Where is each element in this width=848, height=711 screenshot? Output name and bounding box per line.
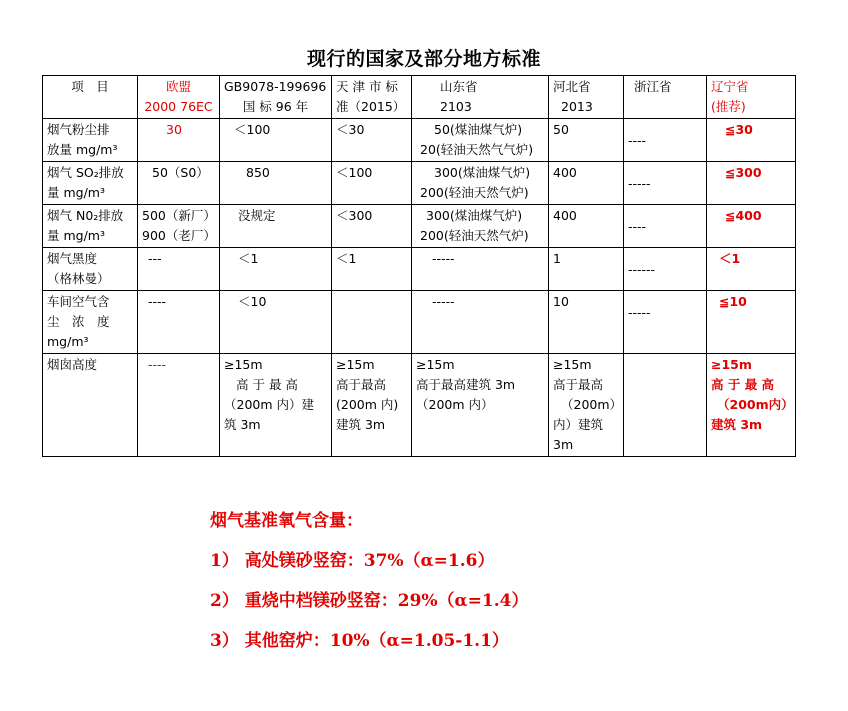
- table-row: [43, 205, 796, 248]
- cell-gb: [220, 248, 332, 291]
- cell-liaoning: [707, 162, 796, 205]
- cell-liaoning: [707, 205, 796, 248]
- cell-gb: [220, 119, 332, 162]
- header-tianjin: [332, 76, 412, 119]
- cell-zhejiang: [624, 291, 707, 354]
- cell-text: ----: [628, 133, 647, 148]
- cell-text: (200m 内): [336, 397, 399, 412]
- cell-text: ＜1: [336, 251, 357, 266]
- cell-text: 高于最高建筑 3m: [416, 377, 516, 392]
- item-text: 放量 mg/m³: [47, 142, 118, 157]
- cell-tianjin: [332, 205, 412, 248]
- cell-text: 50: [553, 122, 569, 137]
- item-cell: [43, 119, 138, 162]
- cell-text: 1: [553, 251, 561, 266]
- header-label: GB9078-199696: [224, 79, 327, 94]
- cell-tianjin: [332, 248, 412, 291]
- cell-text: 高于最高: [336, 377, 387, 392]
- cell-text: 3m: [553, 437, 574, 452]
- table-row: [43, 119, 796, 162]
- header-liaoning: [707, 76, 796, 119]
- cell-eu: [138, 354, 220, 457]
- cell-text: （200m内）: [717, 397, 794, 412]
- cell-zhejiang: [624, 248, 707, 291]
- cell-tianjin: [332, 162, 412, 205]
- cell-eu: [138, 205, 220, 248]
- cell-hebei: [549, 248, 624, 291]
- cell-text: 高 于 最 高: [236, 377, 298, 392]
- header-sublabel: 2000 76EC: [144, 99, 213, 114]
- cell-hebei: [549, 291, 624, 354]
- header-label: 欧盟: [165, 79, 191, 94]
- cell-tianjin: [332, 119, 412, 162]
- cell-text: ≥15m: [711, 357, 752, 372]
- cell-gb: [220, 162, 332, 205]
- header-label: 浙江省: [634, 79, 672, 94]
- item-cell: [43, 162, 138, 205]
- cell-text: ＜300: [336, 208, 373, 223]
- cell-text: 建筑 3m: [336, 417, 386, 432]
- oxygen-notes: [210, 508, 528, 668]
- cell-text: 没规定: [238, 208, 276, 223]
- cell-gb: [220, 291, 332, 354]
- cell-liaoning: [707, 354, 796, 457]
- cell-shandong: [412, 291, 549, 354]
- header-zhejiang: [624, 76, 707, 119]
- cell-text: ----: [148, 294, 167, 309]
- header-sublabel: 2013: [561, 99, 593, 114]
- cell-eu: [138, 162, 220, 205]
- header-label: 山东省: [440, 79, 478, 94]
- item-cell: [43, 354, 138, 457]
- item-text: （格林曼）: [47, 271, 110, 286]
- item-text: 烟气粉尘排: [47, 122, 110, 137]
- header-label: 河北省: [553, 79, 591, 94]
- header-row: [43, 76, 796, 119]
- notes-heading: 烟气基准氧气含量：: [210, 511, 363, 531]
- cell-text: （200m 内）建: [224, 397, 315, 412]
- cell-text: ≥15m: [224, 357, 263, 372]
- cell-text: ---: [148, 251, 162, 266]
- cell-text: （200m 内）: [416, 397, 494, 412]
- item-text: 烟气黑度: [47, 251, 98, 266]
- cell-liaoning: [707, 119, 796, 162]
- cell-eu: [138, 119, 220, 162]
- item-text: 烟囱高度: [47, 357, 98, 372]
- cell-text: 30: [166, 122, 182, 137]
- cell-text: -----: [628, 305, 651, 320]
- header-sublabel: 2103: [440, 99, 472, 114]
- cell-liaoning: [707, 291, 796, 354]
- cell-text: 建筑 3m: [711, 417, 763, 432]
- item-cell: [43, 291, 138, 354]
- cell-shandong: [412, 248, 549, 291]
- cell-text: 高 于 最 高: [711, 377, 775, 392]
- cell-shandong: [412, 205, 549, 248]
- cell-text: ----: [148, 357, 167, 372]
- cell-text: 400: [553, 208, 577, 223]
- cell-text: 50（S0）: [152, 165, 209, 180]
- item-text: 尘 浓 度: [47, 314, 110, 329]
- cell-text: 850: [246, 165, 270, 180]
- table-row: [43, 354, 796, 457]
- header-label: 项 目: [71, 79, 109, 94]
- cell-text: ＜1: [238, 251, 259, 266]
- header-sublabel: (推荐): [711, 99, 746, 114]
- cell-text: 300(煤油煤气炉): [434, 165, 531, 180]
- cell-text: -----: [432, 251, 455, 266]
- cell-gb: [220, 205, 332, 248]
- cell-text: 筑 3m: [224, 417, 261, 432]
- cell-text: 高于最高: [553, 377, 604, 392]
- cell-shandong: [412, 162, 549, 205]
- table-row: [43, 248, 796, 291]
- cell-eu: [138, 291, 220, 354]
- cell-text: ＜1: [719, 251, 741, 266]
- item-text: mg/m³: [47, 334, 89, 349]
- header-item: [43, 76, 138, 119]
- cell-eu: [138, 248, 220, 291]
- cell-gb: [220, 354, 332, 457]
- header-shandong: [412, 76, 549, 119]
- cell-text: 500（新厂）: [142, 208, 216, 223]
- header-gb: [220, 76, 332, 119]
- cell-text: ≦300: [725, 165, 762, 180]
- item-text: 烟气 SO₂排放: [47, 165, 124, 180]
- note-item: 1） 高处镁砂竖窑：37%（α=1.6）: [210, 551, 495, 571]
- cell-text: 内）建筑: [553, 417, 604, 432]
- item-text: 量 mg/m³: [47, 185, 105, 200]
- cell-text: ≦10: [719, 294, 747, 309]
- cell-text: ＜30: [336, 122, 365, 137]
- cell-zhejiang: [624, 205, 707, 248]
- note-item: 3） 其他窑炉：10%（α=1.05-1.1）: [210, 631, 509, 651]
- cell-text: 200(轻油天然气炉): [420, 185, 529, 200]
- item-text: 车间空气含: [47, 294, 110, 309]
- cell-hebei: [549, 354, 624, 457]
- cell-text: 200(轻油天然气炉): [420, 228, 529, 243]
- standards-table: [42, 75, 796, 457]
- item-text: 量 mg/m³: [47, 228, 105, 243]
- cell-text: ≥15m: [416, 357, 455, 372]
- table-row: [43, 162, 796, 205]
- cell-zhejiang: [624, 354, 707, 457]
- page-title: 现行的国家及部分地方标准: [306, 48, 541, 70]
- cell-zhejiang: [624, 119, 707, 162]
- cell-text: 300(煤油煤气炉): [426, 208, 523, 223]
- cell-text: -----: [432, 294, 455, 309]
- item-cell: [43, 205, 138, 248]
- cell-text: ≦30: [725, 122, 753, 137]
- note-item: 2） 重烧中档镁砂竖窑：29%（α=1.4）: [210, 591, 529, 611]
- item-cell: [43, 248, 138, 291]
- cell-tianjin: [332, 291, 412, 354]
- cell-hebei: [549, 119, 624, 162]
- cell-text: 50(煤油煤气炉): [434, 122, 523, 137]
- table-row: [43, 291, 796, 354]
- cell-shandong: [412, 354, 549, 457]
- cell-tianjin: [332, 354, 412, 457]
- cell-zhejiang: [624, 162, 707, 205]
- cell-text: ＜100: [336, 165, 373, 180]
- header-label: 辽宁省: [711, 79, 749, 94]
- cell-text: ≦400: [725, 208, 762, 223]
- header-hebei: [549, 76, 624, 119]
- cell-text: -----: [628, 176, 651, 191]
- cell-text: 400: [553, 165, 577, 180]
- header-eu: [138, 76, 220, 119]
- cell-hebei: [549, 162, 624, 205]
- cell-text: ≥15m: [553, 357, 592, 372]
- item-text: 烟气 N0₂排放: [47, 208, 124, 223]
- cell-text: 20(轻油天然气气炉): [420, 142, 534, 157]
- cell-text: ＜100: [234, 122, 271, 137]
- cell-text: ------: [628, 262, 656, 277]
- header-sublabel: 国 标 96 年: [242, 99, 309, 114]
- cell-text: ≥15m: [336, 357, 375, 372]
- cell-shandong: [412, 119, 549, 162]
- cell-liaoning: [707, 248, 796, 291]
- cell-text: ＜10: [238, 294, 267, 309]
- header-label: 天 津 市 标: [336, 79, 398, 94]
- cell-text: （200m）: [561, 397, 623, 412]
- cell-text: ----: [628, 219, 647, 234]
- cell-text: 900（老厂）: [142, 228, 216, 243]
- cell-text: 10: [553, 294, 569, 309]
- header-sublabel: 准（2015）: [336, 99, 406, 114]
- cell-hebei: [549, 205, 624, 248]
